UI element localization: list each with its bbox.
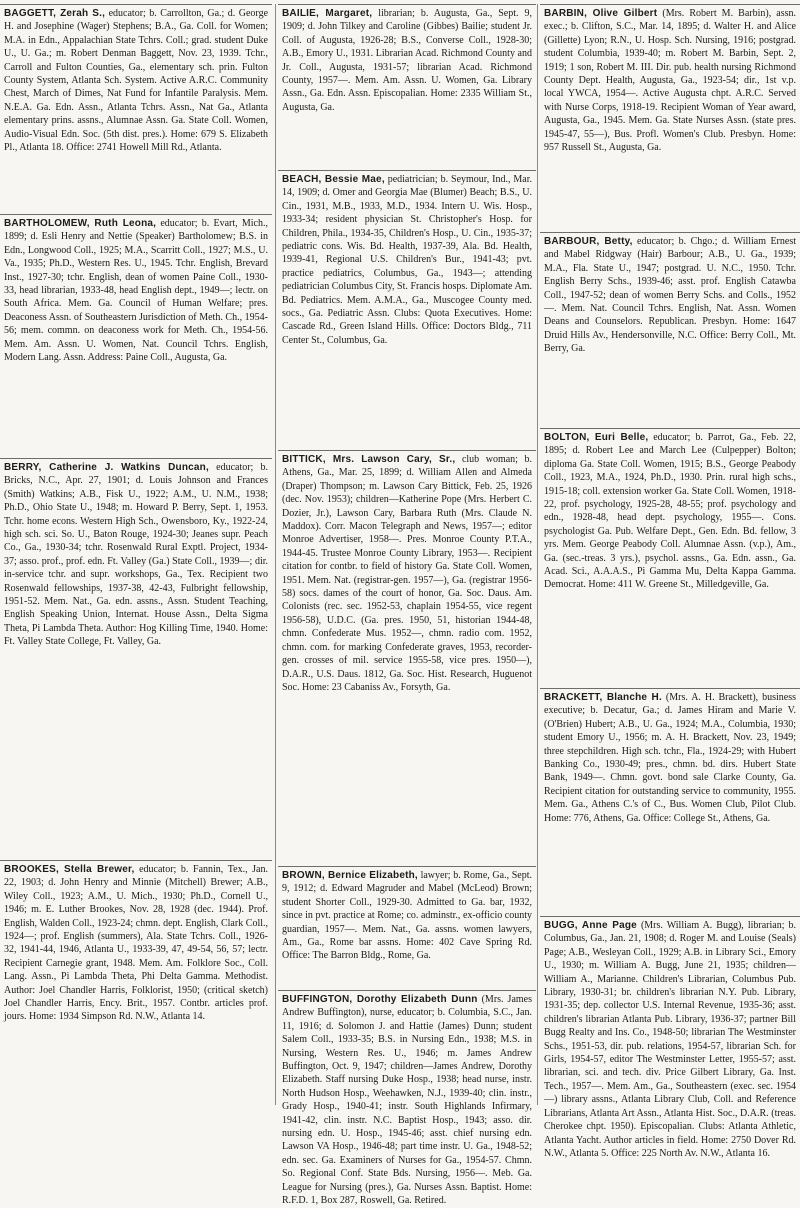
entry-text: educator; b. Evart, Mich., 1899; d. Esli Henry and Nettie (Speaker) Bartholomew; B.S. in Edn., Longwood Coll., 1925; M.A., Scarritt Coll., 1927; M.S., U. Va., 1935; Ph.D., Western Res. U., 1945. Tchr. English, Brevard Inst., 1927-30; tchr. English, dean of women Paine Coll., 1930-33, head librarian, 1933-48, head English dept., 1949—; lectr. on South Africa. Mem. Ga. Council of Human Welfare; pres. Deaconess Assn. of Southeastern Jurisdiction of Meth. Ch., 1954-56; mem. commn. on deaconess work for Meth. Ch., 1954-56. Mem. Am. Assn. U. Women, Nat. Council Tchrs. English, Modern Lang. Assn. Address: Paine Coll., Augusta, Ga.	[4, 218, 268, 364]
entry-name: BARBIN, Olive Gilbert	[544, 8, 658, 19]
entry-name: BAGGETT, Zerah S.,	[4, 8, 106, 19]
entry-beach	[278, 170, 536, 446]
entry-text: (Mrs. A. H. Brackett), business executive; b. Decatur, Ga.; d. James Hiram and Marie V. (O'Brien) Hubert; A.B., U. Ga., 1924; M.A., Columbia, 1930; student Emory U., 1956; m. A. H. Brackett, Nov. 23, 1949; three stepchildren. High sch. tchr., Fla., 1924-29; with Hubert Banking Co., 1930-49; pres., chmn. bd. dirs. Hubert State Bank, 1949—. Chmn. govt. bond sale Clarke County, Ga. Recipient citation for outstanding service to community, 1955. Mem. Ga., Athens C.'s of C., Bus. Women Club, Pilot Club. Home: 776, Athens, Ga. Office: College St., Athens, Ga.	[544, 692, 796, 824]
column-divider	[275, 4, 276, 1105]
entry-buffington	[278, 990, 536, 1207]
entry-text: librarian; b. Augusta, Ga., Sept. 9, 1909; d. John Tilkey and Caroline (Gibbes) Bailie; student Jr. Coll. of Augusta, 1926-28; B.S., Converse Coll., 1928-30; A.B., Emory U., 1931. Librarian Acad. Richmond County and Jr. Coll., Augusta, 1931-57; librarian Acad. Richmond County, 1957—. Mem. Am. Assn. U. Women, Ga. Library Assn., Ga. Edn. Assn. Episcopalian. Home: 2335 William St., Augusta, Ga.	[282, 8, 532, 113]
entry-name: BERRY, Catherine J. Watkins Duncan,	[4, 462, 209, 473]
entry-text: pediatrician; b. Seymour, Ind., Mar. 14, 1909; d. Omer and Georgia Mae (Blumer) Beach; B.S., U. Cin., 1931, M.B., 1933, M.D., 1934. Intern U. Wis. Hosp., 1933-34; resident physician St. Christopher's Hosp. for Children, Phila., 1934-35, Children's Hosp., U. Cin., 1935-37; pediatric cons. Wis. Bd. Health, 1937-39, Ala. Bd. Health, 1939-41, Regional U.S. Children's Bur., 1941-43; pvt. practice pediatrics, Columbus, Ga., 1943—; attending pediatrician Columbus City, St. Francis hosps. Diplomate Am. Bd. Pediatrics. Mem. A.M.A., Ga., Muscogee County med. socs., Ga. Pediatric Assn. Clubs: Quota Executives. Home: Cascade Rd., Green Island Hills. Office: Doctors Bldg., 711 Center St., Columbus, Ga.	[282, 174, 532, 346]
entry-text: educator; b. Carrollton, Ga.; d. George H. and Josephine (Wager) Stephens; B.A., Ga. Coll. for Women; M.A. in Edn., Appalachian State Tchrs. Coll.; grad. student Duke U., U. Ga.; m. Robert Denman Baggett, Nov. 23, 1939. Tchr., Carroll and Fulton Counties, Ga., elementary sch. prin. Fulton County System, Atlanta Sch. System. Active A.R.C. Community Chest, March of Dimes, Nat Fund for Infantile Paralysis. Mem. N.E.A. Ga. Edn. Assn., Atlanta Tchrs. Assn., Nat Ga., Atlanta elementary prins. assns., Alumnae Assn. Ga. State Coll. Women, Audio-Visual Edn. Soc. (5th dist. pres.). Home: 679 S. Elizabeth Pl., Atlanta 18. Office: 2741 Howell Mill Rd., Atlanta.	[4, 8, 269, 154]
entry-name: BUGG, Anne Page	[544, 920, 637, 931]
entry-text: (Mrs. William A. Bugg), librarian; b. Columbus, Ga., Jan. 21, 1908; d. Roger M. and Louise (Seals) Page; A.B., Wesleyan Coll., 1929; A.B. in Library Sci., Emory U., 1930; m. William A. Bugg, June 21, 1935; children—William A., Marianne. Children's Librarian, Columbus Pub. Library, 1930-31; br. children's librarian N.Y. Pub. Library, 1931-35; dep. collector U.S. Internal Revenue, 1935-36; asst. children's librarian Atlanta Pub. Library, 1936-37; partner Bill Bugg Realty and Ins. Co., 1948-50; librarian The Westminster Schs., 1951-53, dir. pub. relations, 1954-57, librarian Sch. for Girls, 1954-57, editor The Westminster Letter, 1955-57; asst. librarian, sci. and tech. div. Price Gilbert Library, Ga. Inst. Tech., 1957—. Mem. Am., Ga., Southeastern (exec. sec. 1954—) library assns., Atlanta Library Club, Coll. and Reference Librarians, Atlanta Art Assn., Atlanta Hist. Soc., D.A.R. (treas. Cherokee chpt. 1950). Episcopalian. Clubs: Atlanta Athletic, Atlanta Yacht. Author articles in field. Home: 2750 Dover Rd. N.W., Atlanta 5. Office: 225 North Av. N.W., Atlanta 16.	[544, 920, 797, 1159]
entry-barbour	[540, 232, 800, 428]
entry-text: educator; b. Parrot, Ga., Feb. 22, 1895; d. Robert Lee and March Lee (Culpepper) Bolton; diploma Ga. State Coll. Women, 1915; B.S., George Peabody Coll., 1923, M.A., 1924, Ph.D., 1930. Prin. rural high schs., 1915-18; coll. extension worker Ga. State Coll. Women, 1918-22, prof. psychology, 1925-28, 48-55; prof. psychology and edn., 1928-48, head dept. psychology, 1955—. Cons. psychologist Ga. Pub. Welfare Dept., Gen. Edn. Bd. fellow, 3 yrs. Mem. George Peabody Coll. Alumnae Assn. (v.p.), Am., Ga. (sec.-treas. 3 yrs.), psychol. assns., Ga. Edn. assn., Ga. Acad. Sci., A.A.A.S., Pi Gamma Mu, Delta Kappa Gamma. Democrat. Home: 411 W. Greene St., Milledgeville, Ga.	[544, 432, 796, 591]
entry-brackett	[540, 688, 800, 912]
entry-name: BRACKETT, Blanche H.	[544, 692, 662, 703]
entry-bailie	[278, 4, 536, 162]
entry-brookes	[0, 860, 272, 1105]
column-3	[540, 0, 800, 1159]
entry-bugg	[540, 916, 800, 1159]
entry-name: BITTICK, Mrs. Lawson Cary, Sr.,	[282, 454, 456, 465]
column-1	[0, 0, 272, 1109]
entry-brown	[278, 866, 536, 988]
entry-baggett	[0, 4, 272, 212]
entry-barbin	[540, 4, 800, 226]
entry-bolton	[540, 428, 800, 678]
entry-text: educator; b. Fannin, Tex., Jan. 22, 1903; d. John Henry and Minnie (Mitchell) Brewer; A.B., Wiley Coll., 1923; A.M., U. Mich., 1930; Ph.D., Cornell U., 1946; m. E. Luther Brookes, Nov. 28, 1928 (dec. 1944). Prof. English, Walden Coll., 1923-24; chmn. dept. English, Clark Coll., 1924—; prof. English (summers), Ala. State Tchrs. Coll., 1926-32, 1941-44, 1946, Atlanta U., 1933-39, 47, 49-54, 56, 57; lectr. Recipient Carnegie grant, 1948. Mem. Am. Folklore Soc., Coll. Lang. Assn., Pi Lambda Theta, Phi Delta Gamma. Methodist. Author: Joel Chandler Harris, Folklorist, 1950; (critical sketch) Joel Chandler Harris, Ency. Brit., 1957. Contbr. articles prof. jours. Home: 1934 Simpson Rd. N.W., Atlanta 14.	[4, 864, 268, 1023]
entry-name: BUFFINGTON, Dorothy Elizabeth Dunn	[282, 994, 478, 1005]
entry-name: BARTHOLOMEW, Ruth Leona,	[4, 218, 157, 229]
entry-name: BROOKES, Stella Brewer,	[4, 864, 135, 875]
entry-text: (Mrs. James Andrew Buffington), nurse, educator; b. Columbia, S.C., Jan. 11, 1916; d. Solomon J. and Hattie (James) Dunn; student Salem Coll., 1933-35; B.S. in Nursing Edn., 1938; M.S. in Nursing, Western Res. U., 1946; m. James Andrew Buffington, Oct. 9, 1947; children—James Andrew, Dorothy Elizabeth. Staff nursing Duke Hosp., 1938; head nurse, instr. North Hudson Hosp., Weehawken, N.J., 1939-40; clin. instr., Grady Hosp., 1940-41; instr. South Highlands Infirmary, 1941-42, clin. instr. N.C. Baptist Hosp., 1943; asso. dir. nursing edn. U. Hosp., 1945-46; asst. chief nursing edn. Lawson VA Hosp., 1946-48; part time instr. U. Ga., 1948-52; edn. sec. Ga. Examiners of Nurses for Ga., 1954-57. Chmn. So. Regional Conf. State Bds. Nursing, 1956—. Meb. Ga. League for Nursing (pres.), Ga. Nurses Assn. Baptist. Home: R.F.D. 1, Box 287, Roswell, Ga. Retired.	[282, 994, 532, 1207]
entry-name: BARBOUR, Betty,	[544, 236, 633, 247]
entry-text: lawyer; b. Rome, Ga., Sept. 9, 1912; d. Edward Magruder and Mabel (McLeod) Brown; student Shorter Coll., 1929-30. Admitted to Ga. bar, 1932, since in pvt. practice at Rome; co. adminstr., ex-officio county guardian, 1957—. Mem. Nat., Ga. assns. women lawyers, Am., Ga., Rome bar assns. Home: 402 Cave Spring Rd. Office: The Barron Bldg., Rome, Ga.	[282, 870, 533, 962]
entry-name: BROWN, Bernice Elizabeth,	[282, 870, 418, 881]
column-2	[278, 0, 536, 1207]
entry-berry	[0, 458, 272, 856]
column-divider	[537, 4, 538, 1105]
entry-bartholomew	[0, 214, 272, 450]
entry-text: educator; b. Chgo.; d. William Ernest and Mabel Ridgway (Hair) Barbour; A.B., U. Ga., 1939; M.A., Fla. State U., 1947; postgrad. U. N.C., 1950. Tchr. English Berry Schs., 1939-46; asst. prof. English Catawba Coll., 1947-52; dean of women Berry Schs. and Colls., 1952—. Mem. Nat. Council Tchrs. English, Nat. Assn. Women Deans and Counselors. Republican. Presbyn. Home: 1647 Druid Hills Av., Hendersonville, N.C. Office: Berry Coll., Mt. Berry, Ga.	[544, 236, 796, 355]
entry-bittick	[278, 450, 536, 862]
entry-name: BEACH, Bessie Mae,	[282, 174, 385, 185]
entry-text: (Mrs. Robert M. Barbin), assn. exec.; b. Clifton, S.C., Mar. 14, 1895; d. Walter H. and Alice (Gillette) Lyon; R.N., U. Hosp. Sch. Nursing, 1916; postgrad. student Columbia, 1939-40; m. Robert M. Barbin, Sept. 2, 1919; 1 son, Robert M. III. Dir. pub. health nursing Richmond County Dept. Health, Augusta, Ga., 1923-54; dir., 1st v.p. local YWCA, 1954—. Active Augusta chpt. A.R.C. Served with Nurse Corps, 1918-19. Recipient Woman of Year award, Augusta, Ga., 1945. Mem. Ga. State Nurses Assn. (state pres. 1945-47, 55—), Bus. Profl. Women's Club. Presbyn. Home: 957 Russell St., Augusta, Ga.	[544, 8, 797, 154]
entry-name: BOLTON, Euri Belle,	[544, 432, 649, 443]
entry-text: club woman; b. Athens, Ga., Mar. 25, 1899; d. William Allen and Almeda (Draper) Thompson; m. Lawson Cary Bittick, Feb. 25, 1926 (dec. Nov. 1953); children—Katherine Pope (Mrs. Herbert C. Dozier, Jr.), Lawson Cary, Barbara Ruth (Mrs. Claude N. Maddox). Corr. Macon Telegraph and News, 1957—; editor Monroe Advertiser, 1958—. Pres. Monroe County P.T.A., 1944-45. Trustee Monroe County Library, 1953—. Recipient citation for contbr. to field of history Ga. State Coll. Women, 1951. Mem. Nat. (registrar-gen. 1957—), Ga. (registrar 1956-58) socs. dames of the court of honor, Ga. Soc. Daus. Am. Colonists (rec. sec. 1952-53, chaplain 1954-55, vice regent 1956-58), U.D.C. (Ga. pres. 1950, 51, historian 1944-48, chmn. Confederate Mus. 1952—, chmn. radio com. 1952, chmn. com. for marking Confederate graves, 1953, recorder-gen. crosses of mil. service 1955-58, vice pres. 1950—), D.A.R., U.S. Daus. 1812, Ga. Soc. Hist. Research, Huguenot Soc. Home: 23 Cabaniss Av., Forsyth, Ga.	[282, 454, 532, 693]
entry-name: BAILIE, Margaret,	[282, 8, 373, 19]
entry-text: educator; b. Bricks, N.C., Apr. 27, 1901; d. Louis Johnson and Frances (Smith) Watkins; A.B., Fisk U., 1922; A.M., U. N.M., 1938; Ph.D., Ohio State U., 1948; m. Howard P. Berry, Sept. 1, 1953. Tchr. home econs. Western High Sch., Owensboro, Ky., 1922-24, high sch. sci. So. U., Baton Rouge, 1924-30; Jeanes supr. Peach Co., Ga., 1930-34; tchr. Rosenwald Rural Exptl. Project, 1934-37; asso. prof., prof. edn. Ft. Valley (Ga.) State Coll., 1939—; dir. in-service tchr. and supr. workshops, Ga., Tex. Recipient two Rosenwald fellowships, 1937-38, 42-43, Fulbright fellowship, 1951-52. Mem. Nat., Ga. edn. assns., Assn. Student Teaching, English Speaking Union, Internat. House Assn., Delta Sigma Theta, Pi Lambda Theta. Author: Hog Killing Time, 1940. Home: Ft. Valley State College, Ft. Valley, Ga.	[4, 462, 269, 648]
